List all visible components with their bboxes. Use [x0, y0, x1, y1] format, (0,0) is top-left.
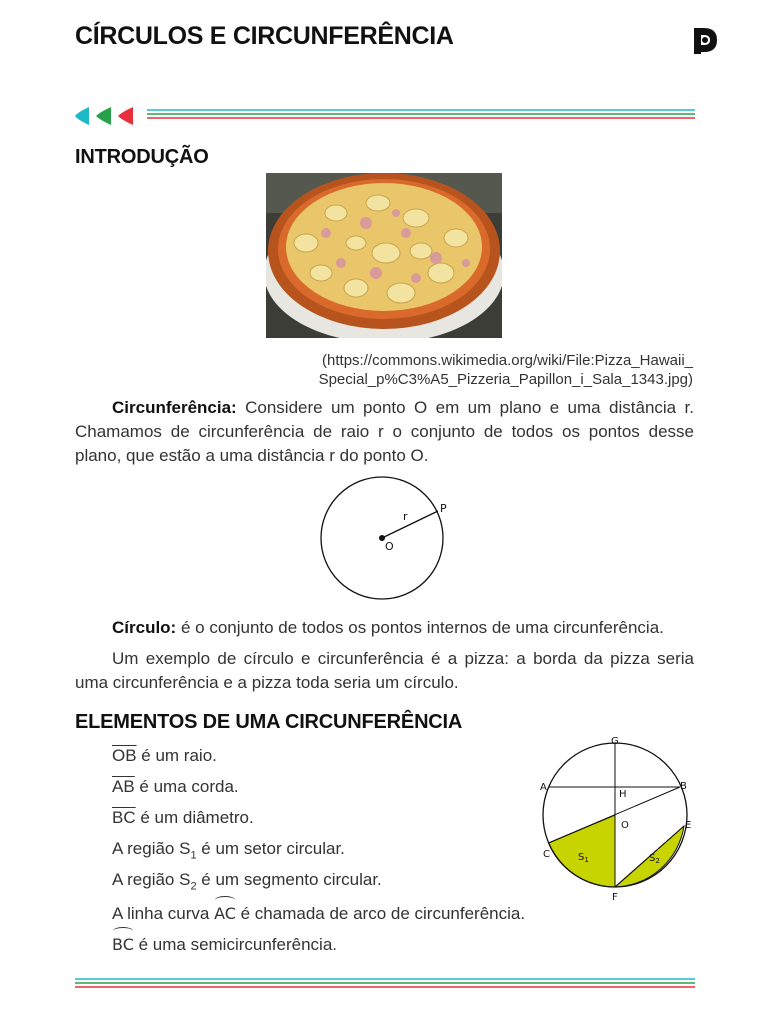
list-item: $\overline{OB}$ é um raio.: [112, 746, 217, 765]
label-o: O: [621, 820, 629, 831]
section-divider: [75, 104, 695, 128]
label-b: B: [680, 781, 687, 792]
segment-ob: $\overline{OB}$: [112, 746, 137, 765]
credit-line-2: Special_p%C3%A5_Pizzeria_Papillon_i_Sala_1343.jpg): [318, 371, 693, 388]
arrow-green-icon: [96, 107, 111, 125]
label-g: G: [611, 736, 619, 747]
segment-ab: $\overline{AB}$: [112, 777, 135, 796]
credit-line-1: (https://commons.wikimedia.org/wiki/File:Pizza_Hawaii_: [322, 352, 693, 369]
elements-list: [112, 742, 525, 959]
term-circunferencia: Circunferência:: [112, 398, 237, 417]
arrow-red-icon: [118, 107, 133, 125]
section-heading-elementos: ELEMENTOS DE UMA CIRCUNFERÊNCIA: [75, 711, 463, 733]
label-o: O: [385, 540, 394, 553]
footer-divider: [75, 976, 695, 990]
circunferencia-definition: [75, 396, 694, 468]
segment-bc: $\overline{BC}$: [112, 808, 136, 827]
circumference-diagram: [310, 470, 460, 605]
label-p: P: [440, 502, 447, 515]
label-a: A: [540, 782, 547, 793]
list-item: $\overline{BC}$ é um diâmetro.: [112, 808, 254, 827]
section-heading-introducao: INTRODUÇÃO: [75, 146, 209, 168]
image-credit: [273, 351, 693, 389]
label-r: r: [403, 510, 408, 523]
label-s1: $S_1$: [578, 852, 589, 864]
pizza-photo: [266, 173, 502, 338]
arc-bc: BC: [112, 928, 134, 959]
label-f: F: [612, 892, 618, 903]
label-c: C: [543, 849, 550, 860]
brand-logo-icon: [690, 25, 720, 57]
list-item: BC é uma semicircunferência.: [112, 928, 525, 959]
circulo-definition: [75, 616, 694, 640]
circle-elements-diagram: [530, 730, 700, 910]
list-item: A região $S_2$ é um segmento circular.: [112, 870, 382, 893]
circulo-text: é o conjunto de todos os pontos internos de uma circunferência.: [176, 618, 664, 637]
label-e: E: [685, 820, 692, 831]
example-text: Um exemplo de círculo e circunferência é a pizza: a borda da pizza seria uma circunferência e a pizza toda seria um círculo.: [75, 649, 694, 692]
pizza-example: [75, 647, 694, 695]
label-h: H: [619, 789, 627, 800]
sector-s1: [549, 815, 616, 887]
arc-ac: AC: [214, 897, 236, 928]
arrow-cyan-icon: [75, 107, 89, 125]
label-s2: $S_2$: [649, 853, 660, 865]
page-title: CÍRCULOS E CIRCUNFERÊNCIA: [75, 22, 454, 50]
term-circulo: Círculo:: [112, 618, 177, 637]
list-item: A linha curva AC é chamada de arco de circunferência.: [112, 897, 525, 928]
circunferencia-text: Considere um ponto O em um plano e uma distância r. Chamamos de circunferência de raio r o conjunto de todos os pontos desse plano, que estão a uma distância r do ponto O.: [75, 398, 694, 465]
list-item: A região $S_1$ é um setor circular.: [112, 839, 345, 862]
list-item: $\overline{AB}$ é uma corda.: [112, 777, 239, 796]
